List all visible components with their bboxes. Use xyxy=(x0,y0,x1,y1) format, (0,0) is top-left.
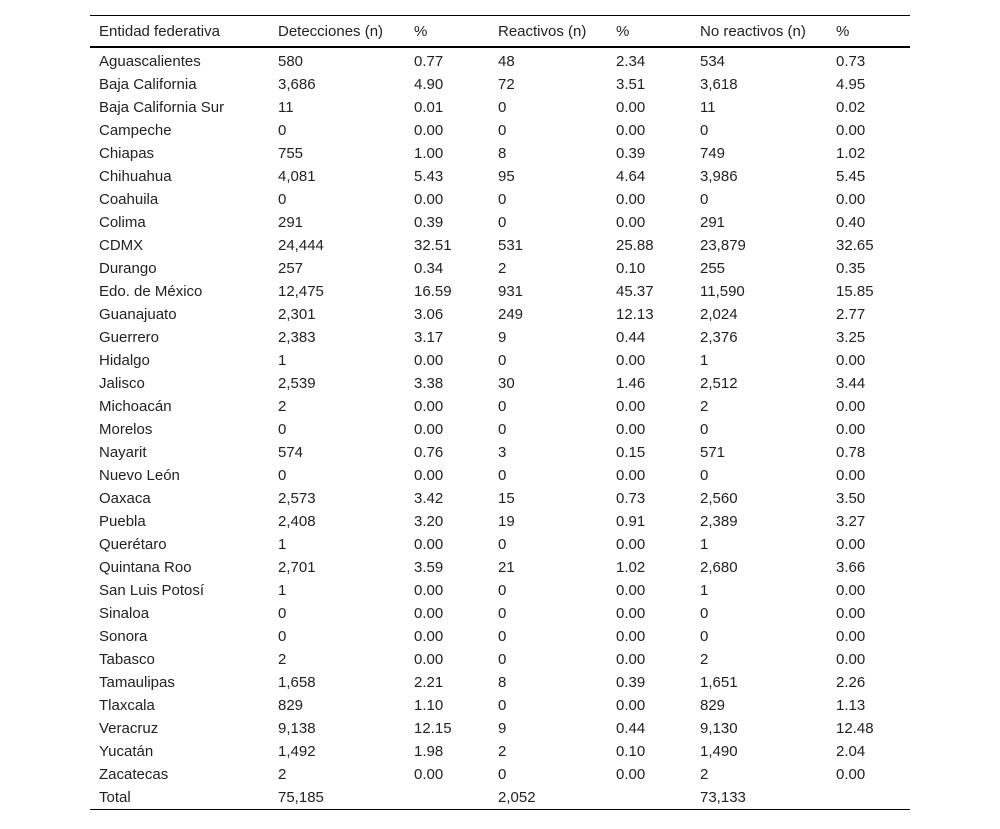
cell-nonreactive: 0 xyxy=(700,191,709,208)
table-row xyxy=(90,763,910,786)
cell-reactive-pct: 45.37 xyxy=(616,283,654,300)
cell-reactive-pct: 0.00 xyxy=(616,582,646,599)
cell-state: Yucatán xyxy=(99,743,154,760)
cell-nonreactive: 0 xyxy=(700,421,709,438)
table-row xyxy=(90,47,910,73)
cell-reactive-pct: 0.00 xyxy=(616,766,646,783)
cell-nonreactive: 3,986 xyxy=(700,168,738,185)
cell-reactive: 0 xyxy=(498,191,507,208)
cell-reactive: 249 xyxy=(498,306,524,323)
table-row xyxy=(90,280,910,303)
cell-nonreactive-pct: 0.00 xyxy=(836,398,866,415)
cell-detections: 0 xyxy=(278,191,287,208)
cell-nonreactive-pct: 0.40 xyxy=(836,214,866,231)
cell-detections: 1 xyxy=(278,352,287,369)
cell-reactive-pct: 0.73 xyxy=(616,490,646,507)
cell-detections-pct: 0.77 xyxy=(414,53,444,70)
cell-detections: 4,081 xyxy=(278,168,316,185)
table-row xyxy=(90,349,910,372)
cell-reactive-pct: 12.13 xyxy=(616,306,654,323)
cell-state: Guerrero xyxy=(99,329,160,346)
cell-reactive-pct: 0.00 xyxy=(616,536,646,553)
cell-detections-pct: 0.01 xyxy=(414,99,444,116)
cell-reactive: 0 xyxy=(498,122,507,139)
cell-reactive: 0 xyxy=(498,398,507,415)
cell-reactive: 0 xyxy=(498,651,507,668)
cell-nonreactive-pct: 0.00 xyxy=(836,536,866,553)
cell-detections: 2,383 xyxy=(278,329,316,346)
cell-detections-pct: 5.43 xyxy=(414,168,444,185)
cell-reactive: 931 xyxy=(498,283,524,300)
table-header xyxy=(90,16,910,48)
cell-nonreactive-pct: 3.27 xyxy=(836,513,866,530)
cell-nonreactive-pct: 1.02 xyxy=(836,145,866,162)
cell-reactive: 72 xyxy=(498,76,515,93)
cell-nonreactive: 829 xyxy=(700,697,726,714)
cell-nonreactive: 2,024 xyxy=(700,306,738,323)
cell-state: Guanajuato xyxy=(99,306,177,323)
cell-reactive-pct: 0.39 xyxy=(616,674,646,691)
header-detections-pct: % xyxy=(414,22,428,40)
cell-reactive-pct: 0.00 xyxy=(616,697,646,714)
cell-reactive-pct: 2.34 xyxy=(616,53,646,70)
cell-detections-pct: 0.00 xyxy=(414,536,444,553)
table-row xyxy=(90,372,910,395)
table-row xyxy=(90,602,910,625)
cell-state: Campeche xyxy=(99,122,172,139)
cell-detections-pct: 0.39 xyxy=(414,214,444,231)
cell-detections-pct: 0.76 xyxy=(414,444,444,461)
cell-nonreactive: 9,130 xyxy=(700,720,738,737)
table-row xyxy=(90,648,910,671)
cell-detections: 2 xyxy=(278,398,287,415)
cell-nonreactive: 0 xyxy=(700,467,709,484)
cell-reactive-pct: 0.39 xyxy=(616,145,646,162)
cell-detections-pct: 3.38 xyxy=(414,375,444,392)
cell-nonreactive-pct: 0.00 xyxy=(836,582,866,599)
table-row xyxy=(90,441,910,464)
cell-nonreactive: 2 xyxy=(700,651,709,668)
header-row xyxy=(90,16,910,48)
cell-state: Quintana Roo xyxy=(99,559,192,576)
cell-reactive: 0 xyxy=(498,352,507,369)
cell-nonreactive-pct xyxy=(827,786,910,810)
cell-detections: 24,444 xyxy=(278,237,324,254)
cell-detections-pct: 0.00 xyxy=(414,628,444,645)
cell-reactive-pct: 0.00 xyxy=(616,398,646,415)
header-state: Entidad federativa xyxy=(99,22,220,40)
cell-nonreactive-pct: 3.50 xyxy=(836,490,866,507)
table-row xyxy=(90,694,910,717)
table-row-total xyxy=(90,786,910,810)
cell-nonreactive: 0 xyxy=(700,628,709,645)
cell-nonreactive-pct: 0.00 xyxy=(836,352,866,369)
table-row xyxy=(90,740,910,763)
cell-detections-pct: 0.00 xyxy=(414,651,444,668)
cell-nonreactive: 1 xyxy=(700,582,709,599)
header-reactive-pct: % xyxy=(616,22,630,40)
cell-state: Total xyxy=(99,789,131,806)
cell-nonreactive: 11 xyxy=(700,99,716,116)
table-row xyxy=(90,326,910,349)
cell-reactive: 30 xyxy=(498,375,515,392)
cell-detections-pct: 0.00 xyxy=(414,421,444,438)
cell-state: Michoacán xyxy=(99,398,172,415)
cell-reactive-pct: 3.51 xyxy=(616,76,646,93)
cell-nonreactive-pct: 4.95 xyxy=(836,76,866,93)
cell-nonreactive: 2,680 xyxy=(700,559,738,576)
cell-reactive: 19 xyxy=(498,513,515,530)
cell-state: Baja California xyxy=(99,76,197,93)
cell-nonreactive: 2 xyxy=(700,398,709,415)
table-row xyxy=(90,142,910,165)
table-row xyxy=(90,625,910,648)
cell-detections-pct: 0.00 xyxy=(414,122,444,139)
cell-detections: 2,701 xyxy=(278,559,316,576)
cell-nonreactive: 1 xyxy=(700,352,709,369)
cell-reactive-pct: 0.00 xyxy=(616,467,646,484)
cell-nonreactive-pct: 0.00 xyxy=(836,628,866,645)
cell-detections: 580 xyxy=(278,53,304,70)
cell-reactive: 8 xyxy=(498,674,507,691)
cell-detections: 2,573 xyxy=(278,490,316,507)
cell-detections: 257 xyxy=(278,260,304,277)
cell-reactive-pct: 0.00 xyxy=(616,214,646,231)
table-row xyxy=(90,73,910,96)
cell-nonreactive: 0 xyxy=(700,605,709,622)
cell-reactive: 0 xyxy=(498,605,507,622)
table-row xyxy=(90,579,910,602)
table-row xyxy=(90,165,910,188)
cell-detections: 2 xyxy=(278,766,287,783)
header-nonreactive-pct: % xyxy=(836,22,850,40)
cell-detections-pct: 0.00 xyxy=(414,352,444,369)
cell-detections-pct: 0.00 xyxy=(414,467,444,484)
cell-reactive: 531 xyxy=(498,237,524,254)
cell-nonreactive: 1,651 xyxy=(700,674,738,691)
cell-detections: 75,185 xyxy=(278,789,324,806)
cell-detections: 1 xyxy=(278,536,287,553)
cell-state: Tabasco xyxy=(99,651,155,668)
cell-detections: 829 xyxy=(278,697,304,714)
cell-state: Chihuahua xyxy=(99,168,172,185)
cell-reactive: 15 xyxy=(498,490,515,507)
table-row xyxy=(90,395,910,418)
cell-detections: 574 xyxy=(278,444,304,461)
cell-state: Aguascalientes xyxy=(99,53,201,70)
cell-detections: 2,539 xyxy=(278,375,316,392)
cell-detections: 1 xyxy=(278,582,287,599)
cell-reactive-pct: 0.00 xyxy=(616,191,646,208)
cell-detections-pct: 0.00 xyxy=(414,605,444,622)
cell-detections-pct: 1.00 xyxy=(414,145,444,162)
cell-reactive: 9 xyxy=(498,720,507,737)
table-row xyxy=(90,717,910,740)
header-detections: Detecciones (n) xyxy=(278,22,384,40)
cell-state: Tamaulipas xyxy=(99,674,175,691)
cell-nonreactive-pct: 12.48 xyxy=(836,720,874,737)
cell-state: Zacatecas xyxy=(99,766,169,783)
header-reactive: Reactivos (n) xyxy=(498,22,587,40)
cell-reactive-pct: 0.10 xyxy=(616,260,646,277)
cell-state: Jalisco xyxy=(99,375,145,392)
cell-nonreactive: 23,879 xyxy=(700,237,746,254)
cell-detections-pct: 3.59 xyxy=(414,559,444,576)
cell-state: San Luis Potosí xyxy=(99,582,205,599)
table-row xyxy=(90,188,910,211)
cell-nonreactive-pct: 0.00 xyxy=(836,191,866,208)
cell-nonreactive: 1,490 xyxy=(700,743,738,760)
cell-detections-pct xyxy=(405,786,489,810)
cell-reactive-pct: 0.00 xyxy=(616,99,646,116)
cell-detections: 2,301 xyxy=(278,306,316,323)
cell-reactive: 3 xyxy=(498,444,507,461)
cell-reactive: 8 xyxy=(498,145,507,162)
cell-state: Puebla xyxy=(99,513,146,530)
cell-detections: 755 xyxy=(278,145,304,162)
cell-reactive-pct: 4.64 xyxy=(616,168,646,185)
cell-detections-pct: 0.00 xyxy=(414,398,444,415)
cell-detections: 3,686 xyxy=(278,76,316,93)
cell-reactive: 0 xyxy=(498,582,507,599)
cell-detections-pct: 0.34 xyxy=(414,260,444,277)
cell-nonreactive-pct: 0.78 xyxy=(836,444,866,461)
cell-nonreactive-pct: 3.44 xyxy=(836,375,866,392)
cell-reactive-pct: 0.15 xyxy=(616,444,646,461)
cell-nonreactive: 0 xyxy=(700,122,709,139)
cell-nonreactive-pct: 0.00 xyxy=(836,122,866,139)
cell-nonreactive: 2,389 xyxy=(700,513,738,530)
cell-nonreactive-pct: 0.00 xyxy=(836,651,866,668)
table-row xyxy=(90,96,910,119)
cell-nonreactive-pct: 0.00 xyxy=(836,467,866,484)
cell-nonreactive: 2,376 xyxy=(700,329,738,346)
table-row xyxy=(90,556,910,579)
cell-detections-pct: 3.42 xyxy=(414,490,444,507)
cell-detections-pct: 0.00 xyxy=(414,582,444,599)
table-row xyxy=(90,533,910,556)
cell-nonreactive-pct: 3.25 xyxy=(836,329,866,346)
cell-reactive-pct: 0.00 xyxy=(616,628,646,645)
table-row xyxy=(90,464,910,487)
table-row xyxy=(90,257,910,280)
cell-detections-pct: 0.00 xyxy=(414,191,444,208)
cell-detections: 0 xyxy=(278,421,287,438)
cell-reactive-pct: 0.44 xyxy=(616,329,646,346)
header-nonreactive: No reactivos (n) xyxy=(700,22,806,40)
cell-detections-pct: 0.00 xyxy=(414,766,444,783)
cell-nonreactive-pct: 2.04 xyxy=(836,743,866,760)
cell-detections: 12,475 xyxy=(278,283,324,300)
cell-reactive-pct: 0.00 xyxy=(616,651,646,668)
cell-reactive: 2 xyxy=(498,743,507,760)
cell-nonreactive: 2 xyxy=(700,766,709,783)
cell-nonreactive: 3,618 xyxy=(700,76,738,93)
cell-reactive: 2,052 xyxy=(498,789,536,806)
cell-state: Edo. de México xyxy=(99,283,203,300)
cell-nonreactive: 534 xyxy=(700,53,726,70)
cell-detections-pct: 4.90 xyxy=(414,76,444,93)
cell-state: Coahuila xyxy=(99,191,159,208)
cell-nonreactive-pct: 32.65 xyxy=(836,237,874,254)
cell-state: Colima xyxy=(99,214,146,231)
cell-nonreactive: 571 xyxy=(700,444,726,461)
cell-reactive: 0 xyxy=(498,467,507,484)
cell-reactive-pct: 0.44 xyxy=(616,720,646,737)
cell-nonreactive-pct: 0.35 xyxy=(836,260,866,277)
cell-nonreactive: 1 xyxy=(700,536,709,553)
cell-reactive: 9 xyxy=(498,329,507,346)
cell-reactive-pct: 0.00 xyxy=(616,421,646,438)
cell-reactive-pct xyxy=(607,786,691,810)
cell-reactive-pct: 1.46 xyxy=(616,375,646,392)
cell-reactive: 0 xyxy=(498,536,507,553)
cell-nonreactive-pct: 5.45 xyxy=(836,168,866,185)
cell-detections: 0 xyxy=(278,605,287,622)
cell-reactive: 48 xyxy=(498,53,515,70)
cell-reactive: 2 xyxy=(498,260,507,277)
cell-nonreactive-pct: 0.00 xyxy=(836,605,866,622)
table-row xyxy=(90,119,910,142)
cell-state: Querétaro xyxy=(99,536,167,553)
cell-reactive: 0 xyxy=(498,628,507,645)
cell-detections-pct: 12.15 xyxy=(414,720,452,737)
cell-reactive: 0 xyxy=(498,766,507,783)
cell-reactive-pct: 0.00 xyxy=(616,122,646,139)
cell-detections-pct: 3.20 xyxy=(414,513,444,530)
detections-by-state-table xyxy=(90,15,910,810)
cell-detections-pct: 2.21 xyxy=(414,674,444,691)
cell-nonreactive: 73,133 xyxy=(700,789,746,806)
cell-nonreactive-pct: 0.00 xyxy=(836,421,866,438)
cell-detections: 1,658 xyxy=(278,674,316,691)
cell-reactive: 95 xyxy=(498,168,515,185)
cell-nonreactive: 2,560 xyxy=(700,490,738,507)
cell-reactive-pct: 0.91 xyxy=(616,513,646,530)
cell-state: Oaxaca xyxy=(99,490,151,507)
cell-reactive: 21 xyxy=(498,559,515,576)
cell-reactive: 0 xyxy=(498,214,507,231)
cell-reactive-pct: 1.02 xyxy=(616,559,646,576)
cell-detections-pct: 1.98 xyxy=(414,743,444,760)
cell-nonreactive: 2,512 xyxy=(700,375,738,392)
cell-nonreactive: 11,590 xyxy=(700,283,745,300)
cell-nonreactive-pct: 2.77 xyxy=(836,306,866,323)
cell-nonreactive-pct: 1.13 xyxy=(836,697,866,714)
cell-state: Nayarit xyxy=(99,444,147,461)
cell-reactive-pct: 0.10 xyxy=(616,743,646,760)
data-table-container xyxy=(90,15,910,810)
table-row xyxy=(90,211,910,234)
cell-reactive: 0 xyxy=(498,99,507,116)
cell-detections-pct: 3.06 xyxy=(414,306,444,323)
cell-reactive: 0 xyxy=(498,421,507,438)
cell-state: Sonora xyxy=(99,628,148,645)
cell-state: Sinaloa xyxy=(99,605,150,622)
cell-nonreactive-pct: 2.26 xyxy=(836,674,866,691)
cell-nonreactive-pct: 0.02 xyxy=(836,99,866,116)
table-row xyxy=(90,234,910,257)
cell-detections: 0 xyxy=(278,122,287,139)
cell-detections-pct: 16.59 xyxy=(414,283,452,300)
cell-detections-pct: 3.17 xyxy=(414,329,444,346)
cell-nonreactive-pct: 3.66 xyxy=(836,559,866,576)
cell-state: Morelos xyxy=(99,421,153,438)
cell-detections: 1,492 xyxy=(278,743,316,760)
cell-reactive-pct: 0.00 xyxy=(616,605,646,622)
cell-state: Veracruz xyxy=(99,720,159,737)
cell-nonreactive-pct: 15.85 xyxy=(836,283,874,300)
cell-detections: 2,408 xyxy=(278,513,316,530)
cell-state: Nuevo León xyxy=(99,467,180,484)
cell-detections: 291 xyxy=(278,214,304,231)
table-row xyxy=(90,671,910,694)
cell-detections: 11 xyxy=(278,99,294,116)
cell-nonreactive-pct: 0.00 xyxy=(836,766,866,783)
cell-state: Durango xyxy=(99,260,157,277)
cell-detections: 0 xyxy=(278,628,287,645)
cell-state: Chiapas xyxy=(99,145,155,162)
cell-state: Baja California Sur xyxy=(99,99,225,116)
cell-nonreactive-pct: 0.73 xyxy=(836,53,866,70)
cell-state: Hidalgo xyxy=(99,352,150,369)
cell-detections: 9,138 xyxy=(278,720,316,737)
cell-reactive-pct: 25.88 xyxy=(616,237,654,254)
cell-detections: 0 xyxy=(278,467,287,484)
cell-state: CDMX xyxy=(99,237,144,254)
table-body xyxy=(90,47,910,810)
table-row xyxy=(90,510,910,533)
cell-detections: 2 xyxy=(278,651,287,668)
cell-state: Tlaxcala xyxy=(99,697,155,714)
cell-nonreactive: 749 xyxy=(700,145,726,162)
table-row xyxy=(90,487,910,510)
table-row xyxy=(90,418,910,441)
cell-nonreactive: 255 xyxy=(700,260,726,277)
cell-reactive-pct: 0.00 xyxy=(616,352,646,369)
cell-reactive: 0 xyxy=(498,697,507,714)
cell-detections-pct: 1.10 xyxy=(414,697,444,714)
cell-detections-pct: 32.51 xyxy=(414,237,452,254)
cell-nonreactive: 291 xyxy=(700,214,726,231)
table-row xyxy=(90,303,910,326)
